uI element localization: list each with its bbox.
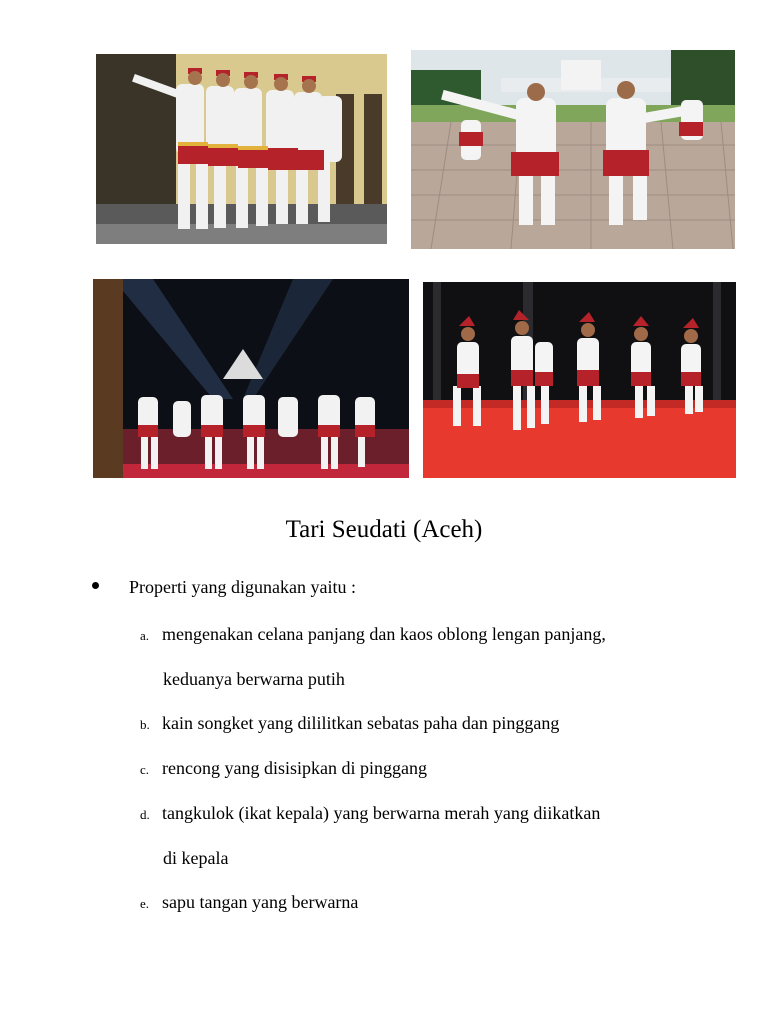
- list-item-text: kain songket yang dililitkan sebatas paha dan pinggang: [162, 713, 560, 733]
- list-item-continuation: keduanya berwarna putih: [163, 669, 345, 689]
- dancers-stage-night-photo: [93, 279, 409, 478]
- document-title: Tari Seudati (Aceh): [285, 516, 483, 543]
- dancers-line-indoor-photo: [96, 54, 387, 244]
- list-marker: c.: [140, 762, 150, 777]
- list-item: [140, 890, 358, 916]
- photo-dancers-night-stage: [93, 279, 409, 478]
- list-item: [140, 756, 427, 782]
- dancers-red-stage-photo: [423, 282, 736, 478]
- list-item: [140, 622, 606, 648]
- list-item-text: sapu tangan yang berwarna: [162, 892, 359, 912]
- dancers-plaza-outdoor-photo: [411, 50, 735, 249]
- list-marker: e.: [140, 896, 150, 911]
- bullet-icon: [92, 582, 99, 589]
- photo-dancers-plaza: [411, 50, 735, 249]
- bullet-text: Properti yang digunakan yaitu :: [129, 577, 356, 597]
- photo-dancers-indoor: [96, 54, 387, 244]
- list-item-text: mengenakan celana panjang dan kaos oblong lengan panjang,: [162, 624, 606, 644]
- list-item-text: tangkulok (ikat kepala) yang berwarna merah yang diikatkan: [162, 803, 601, 823]
- list-item: [140, 711, 559, 737]
- list-item-text: rencong yang disisipkan di pinggang: [162, 758, 427, 778]
- list-item-continuation: di kepala: [163, 848, 229, 868]
- list-marker: a.: [140, 628, 150, 643]
- list-marker: d.: [140, 807, 150, 822]
- list-item: [140, 801, 600, 827]
- photo-dancers-red-stage: [423, 282, 736, 478]
- list-marker: b.: [140, 717, 150, 732]
